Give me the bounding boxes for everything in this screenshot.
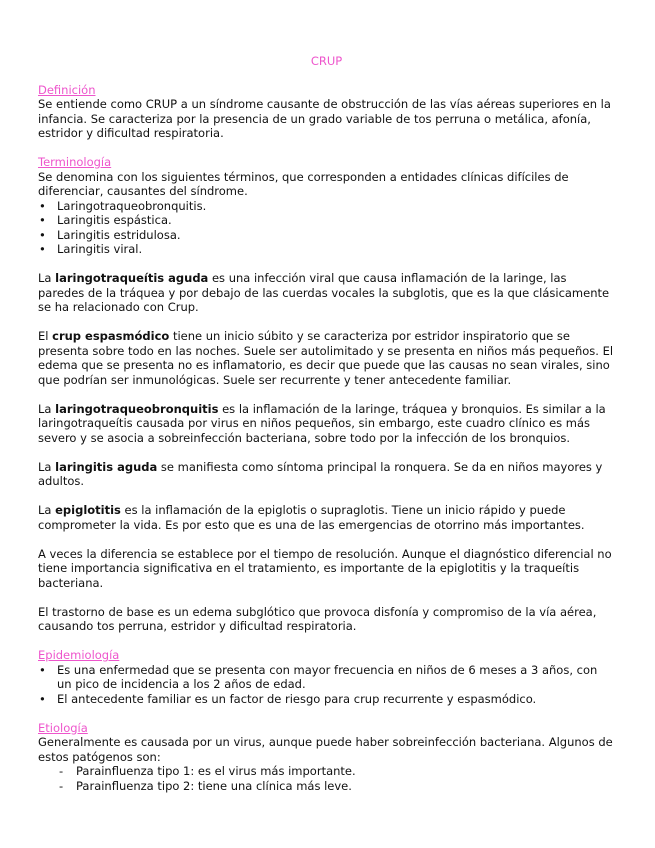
term-bold: laringotraqueítis aguda [55,271,209,285]
paragraph-epiglotitis: La epiglotitis es la inflamación de la epiglotis o supraglotis. Tiene un inicio rápido y puede comprometer la vida. Es por esto que es una de las emergencias de otorrino más importantes. [38,503,585,532]
list-item: - Parainfluenza tipo 2: tiene una clínica más leve. [38,779,615,794]
document-title: CRUP [310,54,343,68]
epidemiologia-list [38,663,615,707]
list-item: • Laringotraqueobronquitis. [38,199,615,214]
paragraph-diferencia: A veces la diferencia se establece por el tiempo de resolución. Aunque el diagnóstico diferencial no tiene importancia significativa en el tratamiento, es importante de la epiglotitis y la traqueítis bacteriana. [38,546,612,590]
section-terminologia [38,155,615,257]
list-item: - Parainfluenza tipo 1: es el virus más importante. [38,764,615,779]
list-item: • Laringitis estridulosa. [38,228,615,243]
list-item: • Laringitis espástica. [38,213,615,228]
list-item: • Laringitis viral. [38,242,615,257]
etiologia-heading: Etiología [38,720,88,735]
section-epidemiologia [38,648,615,706]
list-item: • El antecedente familiar es un factor de riesgo para crup recurrente y espasmódico. [38,692,615,707]
term-bold: epiglotitis [55,503,121,517]
paragraph-crup-espasmodico: El crup espasmódico tiene un inicio súbito y se caracteriza por estridor inspiratorio que se presenta sobre todo en las noches. Suele ser autolimitado y se presenta en niños más pequeños. El edema que se presenta no es inflamatorio, es decir que puede que las causas no sean virales, sino que podrían ser inmunológicas. Suele ser recurrente y tener antecedente familiar. [38,329,614,387]
list-item: • Es una enfermedad que se presenta con mayor frecuencia en niños de 6 meses a 3 años, con un pico de incidencia a los 2 años de edad. [38,663,615,692]
definicion-heading: Definición [38,82,96,97]
terminologia-list [38,199,615,257]
paragraph-trastorno: El trastorno de base es un edema subglótico que provoca disfonía y compromiso de la vía aérea, causando tos perruna, estridor y dificultad respiratoria. [38,604,597,633]
terminologia-intro: Se denomina con los siguientes términos, que corresponden a entidades clínicas difíciles de diferenciar, causantes del síndrome. [38,169,569,198]
section-definicion [38,83,615,141]
section-etiologia [38,721,615,794]
terminologia-heading: Terminología [38,155,112,169]
definicion-text: Se entiende como CRUP a un síndrome causante de obstrucción de las vías aéreas superiores en la infancia. Se caracteriza por la presencia de un grado variable de tos perruna o metálica, afonía, estridor y dificultad respiratoria. [38,97,611,140]
term-bold: laringotraqueobronquitis [55,401,219,416]
paragraph-laringotraqueitis: La laringotraqueítis aguda es una infección viral que causa inflamación de la laringe, las paredes de la tráquea y por debajo de las cuerdas vocales la subglotis, que es la que clásicamente se ha relacionado con Crup. [38,271,610,314]
etiologia-list [38,764,615,793]
paragraph-laringitis-aguda: La laringitis aguda se manifiesta como síntoma principal la ronquera. Se da en niños mayores y adultos. [38,459,603,488]
epidemiologia-heading: Epidemiología [38,648,120,662]
etiologia-intro: Generalmente es causada por un virus, aunque puede haber sobreinfección bacteriana. Algunos de estos patógenos son: [38,735,613,764]
term-bold: crup espasmódico [52,329,170,343]
paragraph-laringotraqueobronquitis: La laringotraqueobronquitis es la inflamación de la laringe, tráquea y bronquios. Es similar a la laringotraqueítis causada por virus en niños pequeños, sin embargo, este cuadro clínico es más severo y se asocia a sobreinfección bacteriana, sobre todo por la infección de los bronquios. [38,401,606,445]
term-bold: laringitis aguda [55,459,158,474]
